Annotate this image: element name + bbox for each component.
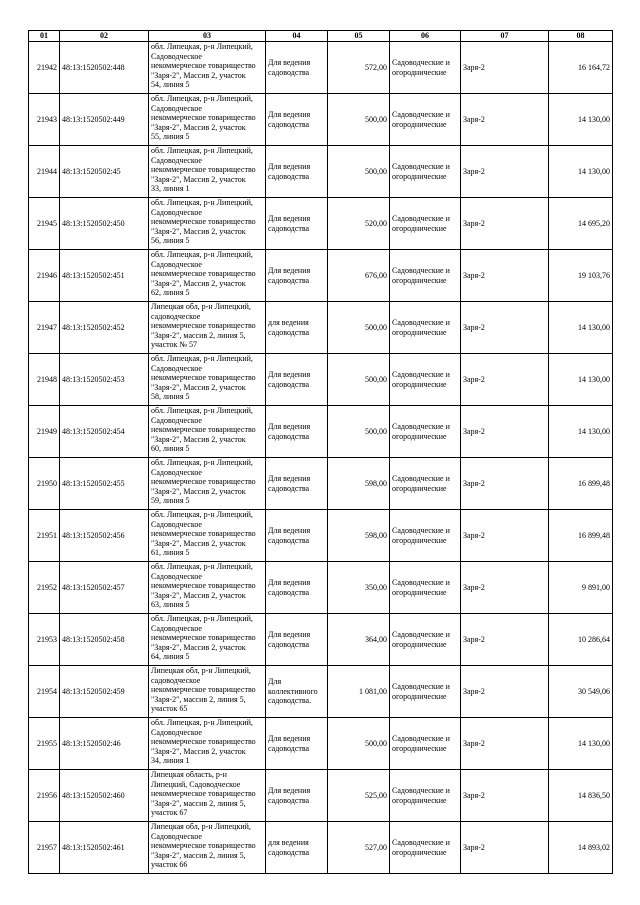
permitted-use-cell: Для ведения садоводства — [266, 614, 328, 666]
permitted-use-cell: для ведения садоводства — [266, 822, 328, 874]
address-cell: обл. Липецкая, р-н Липецкий, Садоводческое некоммерческое товарищество "Заря-2", Массив 2, участок 61, линия 5 — [149, 510, 266, 562]
land-category-cell: Садоводческие и огороднические — [390, 458, 461, 510]
land-category-cell: Садоводческие и огороднические — [390, 510, 461, 562]
permitted-use-cell: Для ведения садоводства — [266, 42, 328, 94]
partnership-name-cell: Заря-2 — [461, 94, 549, 146]
cadastral-number-cell: 48:13:1520502:450 — [60, 198, 149, 250]
permitted-use-cell: Для ведения садоводства — [266, 146, 328, 198]
cadastral-number-cell: 48:13:1520502:458 — [60, 614, 149, 666]
partnership-name-cell: Заря-2 — [461, 250, 549, 302]
row-number-cell: 21950 — [29, 458, 60, 510]
land-category-cell: Садоводческие и огороднические — [390, 770, 461, 822]
address-cell: обл. Липецкая, р-н Липецкий, Садоводческое некоммерческое товарищество "Заря-2", Массив 2, участок 63, линия 5 — [149, 562, 266, 614]
partnership-name-cell: Заря-2 — [461, 42, 549, 94]
address-cell: обл. Липецкая, р-н Липецкий, Садоводческое некоммерческое товарищество "Заря-2", Массив 2, участок 59, линия 5 — [149, 458, 266, 510]
table-row — [29, 718, 613, 770]
cadastral-value-cell: 14 893,02 — [549, 822, 613, 874]
row-number-cell: 21943 — [29, 94, 60, 146]
partnership-name-cell: Заря-2 — [461, 666, 549, 718]
table-row — [29, 822, 613, 874]
column-header: 07 — [461, 31, 549, 42]
cadastral-value-cell: 14 130,00 — [549, 302, 613, 354]
row-number-cell: 21944 — [29, 146, 60, 198]
row-number-cell: 21946 — [29, 250, 60, 302]
land-category-cell: Садоводческие и огороднические — [390, 666, 461, 718]
cadastral-value-cell: 9 891,00 — [549, 562, 613, 614]
row-number-cell: 21945 — [29, 198, 60, 250]
cadastral-number-cell: 48:13:1520502:460 — [60, 770, 149, 822]
address-cell: обл. Липецкая, р-н Липецкий, Садоводческое некоммерческое товарищество "Заря-2", Массив 2, участок 55, линия 5 — [149, 94, 266, 146]
cadastral-number-cell: 48:13:1520502:449 — [60, 94, 149, 146]
partnership-name-cell: Заря-2 — [461, 198, 549, 250]
permitted-use-cell: Для ведения садоводства — [266, 354, 328, 406]
cadastral-number-cell: 48:13:1520502:461 — [60, 822, 149, 874]
area-cell: 598,00 — [328, 510, 390, 562]
area-cell: 527,00 — [328, 822, 390, 874]
partnership-name-cell: Заря-2 — [461, 822, 549, 874]
column-header: 03 — [149, 31, 266, 42]
area-cell: 500,00 — [328, 354, 390, 406]
area-cell: 1 081,00 — [328, 666, 390, 718]
area-cell: 598,00 — [328, 458, 390, 510]
area-cell: 520,00 — [328, 198, 390, 250]
land-category-cell: Садоводческие и огороднические — [390, 42, 461, 94]
area-cell: 500,00 — [328, 406, 390, 458]
address-cell: Липецкая обл, р-н Липецкий, садоводческое некоммерческое товарищество "Заря-2", массив 2, линия 5, участок 65 — [149, 666, 266, 718]
table-row — [29, 198, 613, 250]
area-cell: 525,00 — [328, 770, 390, 822]
area-cell: 676,00 — [328, 250, 390, 302]
address-cell: Липецкая область, р-н Липецкий, Садоводческое некоммерческое товарищество "Заря-2", массив 2, линия 5, участок 67 — [149, 770, 266, 822]
column-header: 05 — [328, 31, 390, 42]
land-category-cell: Садоводческие и огороднические — [390, 354, 461, 406]
cadastral-number-cell: 48:13:1520502:453 — [60, 354, 149, 406]
cadastral-number-cell: 48:13:1520502:454 — [60, 406, 149, 458]
land-category-cell: Садоводческие и огороднические — [390, 302, 461, 354]
row-number-cell: 21955 — [29, 718, 60, 770]
row-number-cell: 21956 — [29, 770, 60, 822]
column-header: 01 — [29, 31, 60, 42]
row-number-cell: 21942 — [29, 42, 60, 94]
cadastral-number-cell: 48:13:1520502:45 — [60, 146, 149, 198]
table-row — [29, 146, 613, 198]
address-cell: обл. Липецкая, р-н Липецкий, Садоводческое некоммерческое товарищество "Заря-2", Массив 2, участок 34, линия 1 — [149, 718, 266, 770]
land-category-cell: Садоводческие и огороднические — [390, 94, 461, 146]
area-cell: 500,00 — [328, 94, 390, 146]
cadastral-value-cell: 14 130,00 — [549, 146, 613, 198]
address-cell: обл. Липецкая, р-н Липецкий, Садоводческое некоммерческое товарищество "Заря-2", Массив 2, участок 33, линия 1 — [149, 146, 266, 198]
table-row — [29, 562, 613, 614]
address-cell: обл. Липецкая, р-н Липецкий, Садоводческое некоммерческое товарищество "Заря-2", Массив 2, участок 54, линия 5 — [149, 42, 266, 94]
cadastral-value-cell: 19 103,76 — [549, 250, 613, 302]
cadastral-value-cell: 14 130,00 — [549, 718, 613, 770]
partnership-name-cell: Заря-2 — [461, 770, 549, 822]
table-row — [29, 250, 613, 302]
row-number-cell: 21948 — [29, 354, 60, 406]
table-row — [29, 458, 613, 510]
partnership-name-cell: Заря-2 — [461, 510, 549, 562]
partnership-name-cell: Заря-2 — [461, 406, 549, 458]
table-row — [29, 614, 613, 666]
address-cell: обл. Липецкая, р-н Липецкий, Садоводческое некоммерческое товарищество "Заря-2", Массив 2, участок 56, линия 5 — [149, 198, 266, 250]
table-row — [29, 406, 613, 458]
address-cell: Липецкая обл, р-н Липецкий, садоводческое некоммерческое товарищество "Заря-2", массив 2, линия 5, участок № 57 — [149, 302, 266, 354]
permitted-use-cell: Для ведения садоводства — [266, 94, 328, 146]
cadastral-value-cell: 14 836,50 — [549, 770, 613, 822]
cadastral-number-cell: 48:13:1520502:457 — [60, 562, 149, 614]
table-row — [29, 510, 613, 562]
permitted-use-cell: Для ведения садоводства — [266, 718, 328, 770]
cadastral-number-cell: 48:13:1520502:451 — [60, 250, 149, 302]
permitted-use-cell: Для ведения садоводства — [266, 250, 328, 302]
header-row — [29, 31, 613, 42]
land-category-cell: Садоводческие и огороднические — [390, 198, 461, 250]
permitted-use-cell: Для ведения садоводства — [266, 406, 328, 458]
cadastral-value-cell: 16 899,48 — [549, 510, 613, 562]
cadastral-value-cell: 14 130,00 — [549, 354, 613, 406]
area-cell: 500,00 — [328, 718, 390, 770]
permitted-use-cell: Для ведения садоводства — [266, 562, 328, 614]
cadastral-value-cell: 30 549,06 — [549, 666, 613, 718]
column-header: 08 — [549, 31, 613, 42]
permitted-use-cell: Для ведения садоводства — [266, 510, 328, 562]
table-row — [29, 666, 613, 718]
cadastral-number-cell: 48:13:1520502:46 — [60, 718, 149, 770]
permitted-use-cell: Для ведения садоводства — [266, 198, 328, 250]
table-row — [29, 302, 613, 354]
cadastral-number-cell: 48:13:1520502:452 — [60, 302, 149, 354]
cadastral-value-cell: 16 899,48 — [549, 458, 613, 510]
address-cell: обл. Липецкая, р-н Липецкий, Садоводческое некоммерческое товарищество "Заря-2", Массив 2, участок 58, линия 5 — [149, 354, 266, 406]
cadastral-value-cell: 16 164,72 — [549, 42, 613, 94]
table-row — [29, 770, 613, 822]
partnership-name-cell: Заря-2 — [461, 458, 549, 510]
cadastral-number-cell: 48:13:1520502:456 — [60, 510, 149, 562]
row-number-cell: 21957 — [29, 822, 60, 874]
land-category-cell: Садоводческие и огороднические — [390, 718, 461, 770]
row-number-cell: 21951 — [29, 510, 60, 562]
row-number-cell: 21953 — [29, 614, 60, 666]
cadastral-number-cell: 48:13:1520502:448 — [60, 42, 149, 94]
land-category-cell: Садоводческие и огороднические — [390, 146, 461, 198]
cadastral-number-cell: 48:13:1520502:455 — [60, 458, 149, 510]
column-header: 04 — [266, 31, 328, 42]
land-registry-table — [28, 30, 613, 874]
row-number-cell: 21952 — [29, 562, 60, 614]
area-cell: 572,00 — [328, 42, 390, 94]
area-cell: 500,00 — [328, 146, 390, 198]
partnership-name-cell: Заря-2 — [461, 354, 549, 406]
address-cell: обл. Липецкая, р-н Липецкий, Садоводческое некоммерческое товарищество "Заря-2", Массив 2, участок 60, линия 5 — [149, 406, 266, 458]
partnership-name-cell: Заря-2 — [461, 614, 549, 666]
permitted-use-cell: для ведения садоводства — [266, 302, 328, 354]
land-category-cell: Садоводческие и огороднические — [390, 822, 461, 874]
table-row — [29, 42, 613, 94]
cadastral-value-cell: 10 286,64 — [549, 614, 613, 666]
land-category-cell: Садоводческие и огороднические — [390, 250, 461, 302]
permitted-use-cell: Для ведения садоводства — [266, 770, 328, 822]
address-cell: обл. Липецкая, р-н Липецкий, Садоводческое некоммерческое товарищество "Заря-2", Массив 2, участок 62, линия 5 — [149, 250, 266, 302]
row-number-cell: 21954 — [29, 666, 60, 718]
permitted-use-cell: Для ведения садоводства — [266, 458, 328, 510]
table-row — [29, 354, 613, 406]
cadastral-number-cell: 48:13:1520502:459 — [60, 666, 149, 718]
row-number-cell: 21949 — [29, 406, 60, 458]
land-category-cell: Садоводческие и огороднические — [390, 614, 461, 666]
address-cell: Липецкая обл, р-н Липецкий, Садоводческое некоммерческое товарищество "Заря-2", массив 2, линия 5, участок 66 — [149, 822, 266, 874]
cadastral-value-cell: 14 130,00 — [549, 406, 613, 458]
cadastral-value-cell: 14 130,00 — [549, 94, 613, 146]
address-cell: обл. Липецкая, р-н Липецкий, Садоводческое некоммерческое товарищество "Заря-2", Массив 2, участок 64, линия 5 — [149, 614, 266, 666]
column-header: 06 — [390, 31, 461, 42]
partnership-name-cell: Заря-2 — [461, 562, 549, 614]
land-category-cell: Садоводческие и огороднические — [390, 562, 461, 614]
area-cell: 350,00 — [328, 562, 390, 614]
partnership-name-cell: Заря-2 — [461, 146, 549, 198]
cadastral-value-cell: 14 695,20 — [549, 198, 613, 250]
partnership-name-cell: Заря-2 — [461, 302, 549, 354]
partnership-name-cell: Заря-2 — [461, 718, 549, 770]
land-category-cell: Садоводческие и огороднические — [390, 406, 461, 458]
table-row — [29, 94, 613, 146]
permitted-use-cell: Для коллективного садоводства. — [266, 666, 328, 718]
column-header: 02 — [60, 31, 149, 42]
area-cell: 500,00 — [328, 302, 390, 354]
area-cell: 364,00 — [328, 614, 390, 666]
row-number-cell: 21947 — [29, 302, 60, 354]
